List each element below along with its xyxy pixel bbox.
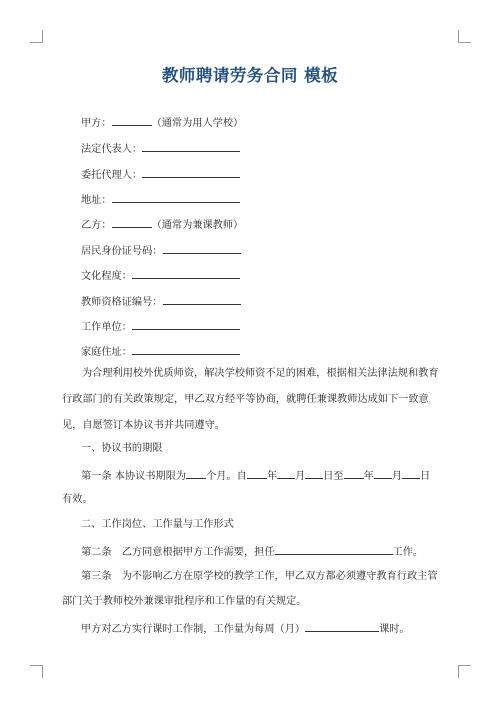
education-label: 文化程度： [81,271,132,282]
start-year-blank [247,468,267,479]
cert-number-label: 教师资格证编号： [81,297,163,308]
article-1-month-1: 月 [295,471,306,482]
document-title: 教师聘请劳务合同 模板 [161,66,339,85]
party-b-note: （通常为兼课教师） [151,220,244,231]
address-label: 地址： [81,195,112,206]
address-line [81,192,240,208]
article-1-text-b: 个月。自 [206,471,247,482]
party-a-label: 甲方： [81,118,112,129]
legal-rep-label: 法定代表人： [81,144,143,155]
intro-paragraph: 为合理利用校外优质师资，解决学校师资不足的困难，根据相关法律法规和教育行政部门的有关政策规定，甲乙双方经平等协商，就聘任兼课教师达成如下一致意见，自愿签订本协议书并共同遵守。 [62,368,439,431]
start-month-blank [277,468,295,479]
article-1-tail: 有效。 [62,494,93,505]
article-2-line [81,544,423,560]
article-2-text-b: 工作。 [392,547,424,558]
party-a-blank [112,115,152,126]
months-blank [186,468,206,479]
crop-mark-bottom-left [30,665,43,678]
id-number-label: 居民身份证号码： [81,246,163,257]
id-number-line [81,243,241,259]
work-unit-blank [132,319,240,330]
end-month-blank [374,468,392,479]
home-address-label: 家庭住址： [81,347,132,358]
article-2-text-a: 第二条 乙方同意根据甲方工作需要，担任 [81,547,275,558]
article-4-text-a: 甲方对乙方实行课时工作制，工作量为每周（月） [81,624,306,635]
work-unit-line [81,319,240,335]
position-blank [275,544,393,555]
start-day-blank [305,468,323,479]
agent-label: 委托代理人： [81,170,143,181]
article-1-day-end: 日 [420,471,431,482]
id-number-blank [163,243,241,254]
address-blank [112,192,240,203]
work-unit-label: 工作单位： [81,322,132,333]
article-1-year-2: 年 [363,471,374,482]
cert-number-blank [163,294,241,305]
education-line [81,268,240,284]
legal-rep-line [81,141,240,157]
article-1-day-to: 日至 [323,471,344,482]
article-1-year-1: 年 [266,471,278,482]
legal-rep-blank [142,141,240,152]
section-2-heading: 二、工作岗位、工作量与工作形式 [81,519,234,530]
hours-blank [305,621,379,632]
article-1-line [81,468,430,484]
home-address-blank [132,344,240,355]
article-1-month-2: 月 [391,471,402,482]
agent-line [81,167,240,183]
party-a-line [81,115,243,131]
section-1-heading: 一、协议书的期限 [81,443,163,454]
end-year-blank [344,468,364,479]
crop-mark-top-left [30,30,43,43]
end-day-blank [402,468,420,479]
crop-mark-bottom-right [458,665,471,678]
agent-blank [142,167,240,178]
home-address-line [81,344,240,360]
party-b-line [81,217,243,233]
party-b-label: 乙方： [81,220,112,231]
article-4-line [81,621,410,637]
party-a-note: （通常为用人学校） [151,118,244,129]
article-3-line-2: 部门关于教师校外兼课审批程序和工作量的有关规定。 [62,596,307,607]
article-4-text-b: 课时。 [379,624,410,635]
article-1-text-a: 第一条 本协议书期限为 [81,471,187,482]
cert-number-line [81,294,241,310]
crop-mark-top-right [458,30,471,43]
party-b-blank [112,217,152,228]
education-blank [132,268,240,279]
article-3-line-1: 第三条 为不影响乙方在原学校的教学工作，甲乙双方都必须遵守教育行政主管 [81,571,438,582]
